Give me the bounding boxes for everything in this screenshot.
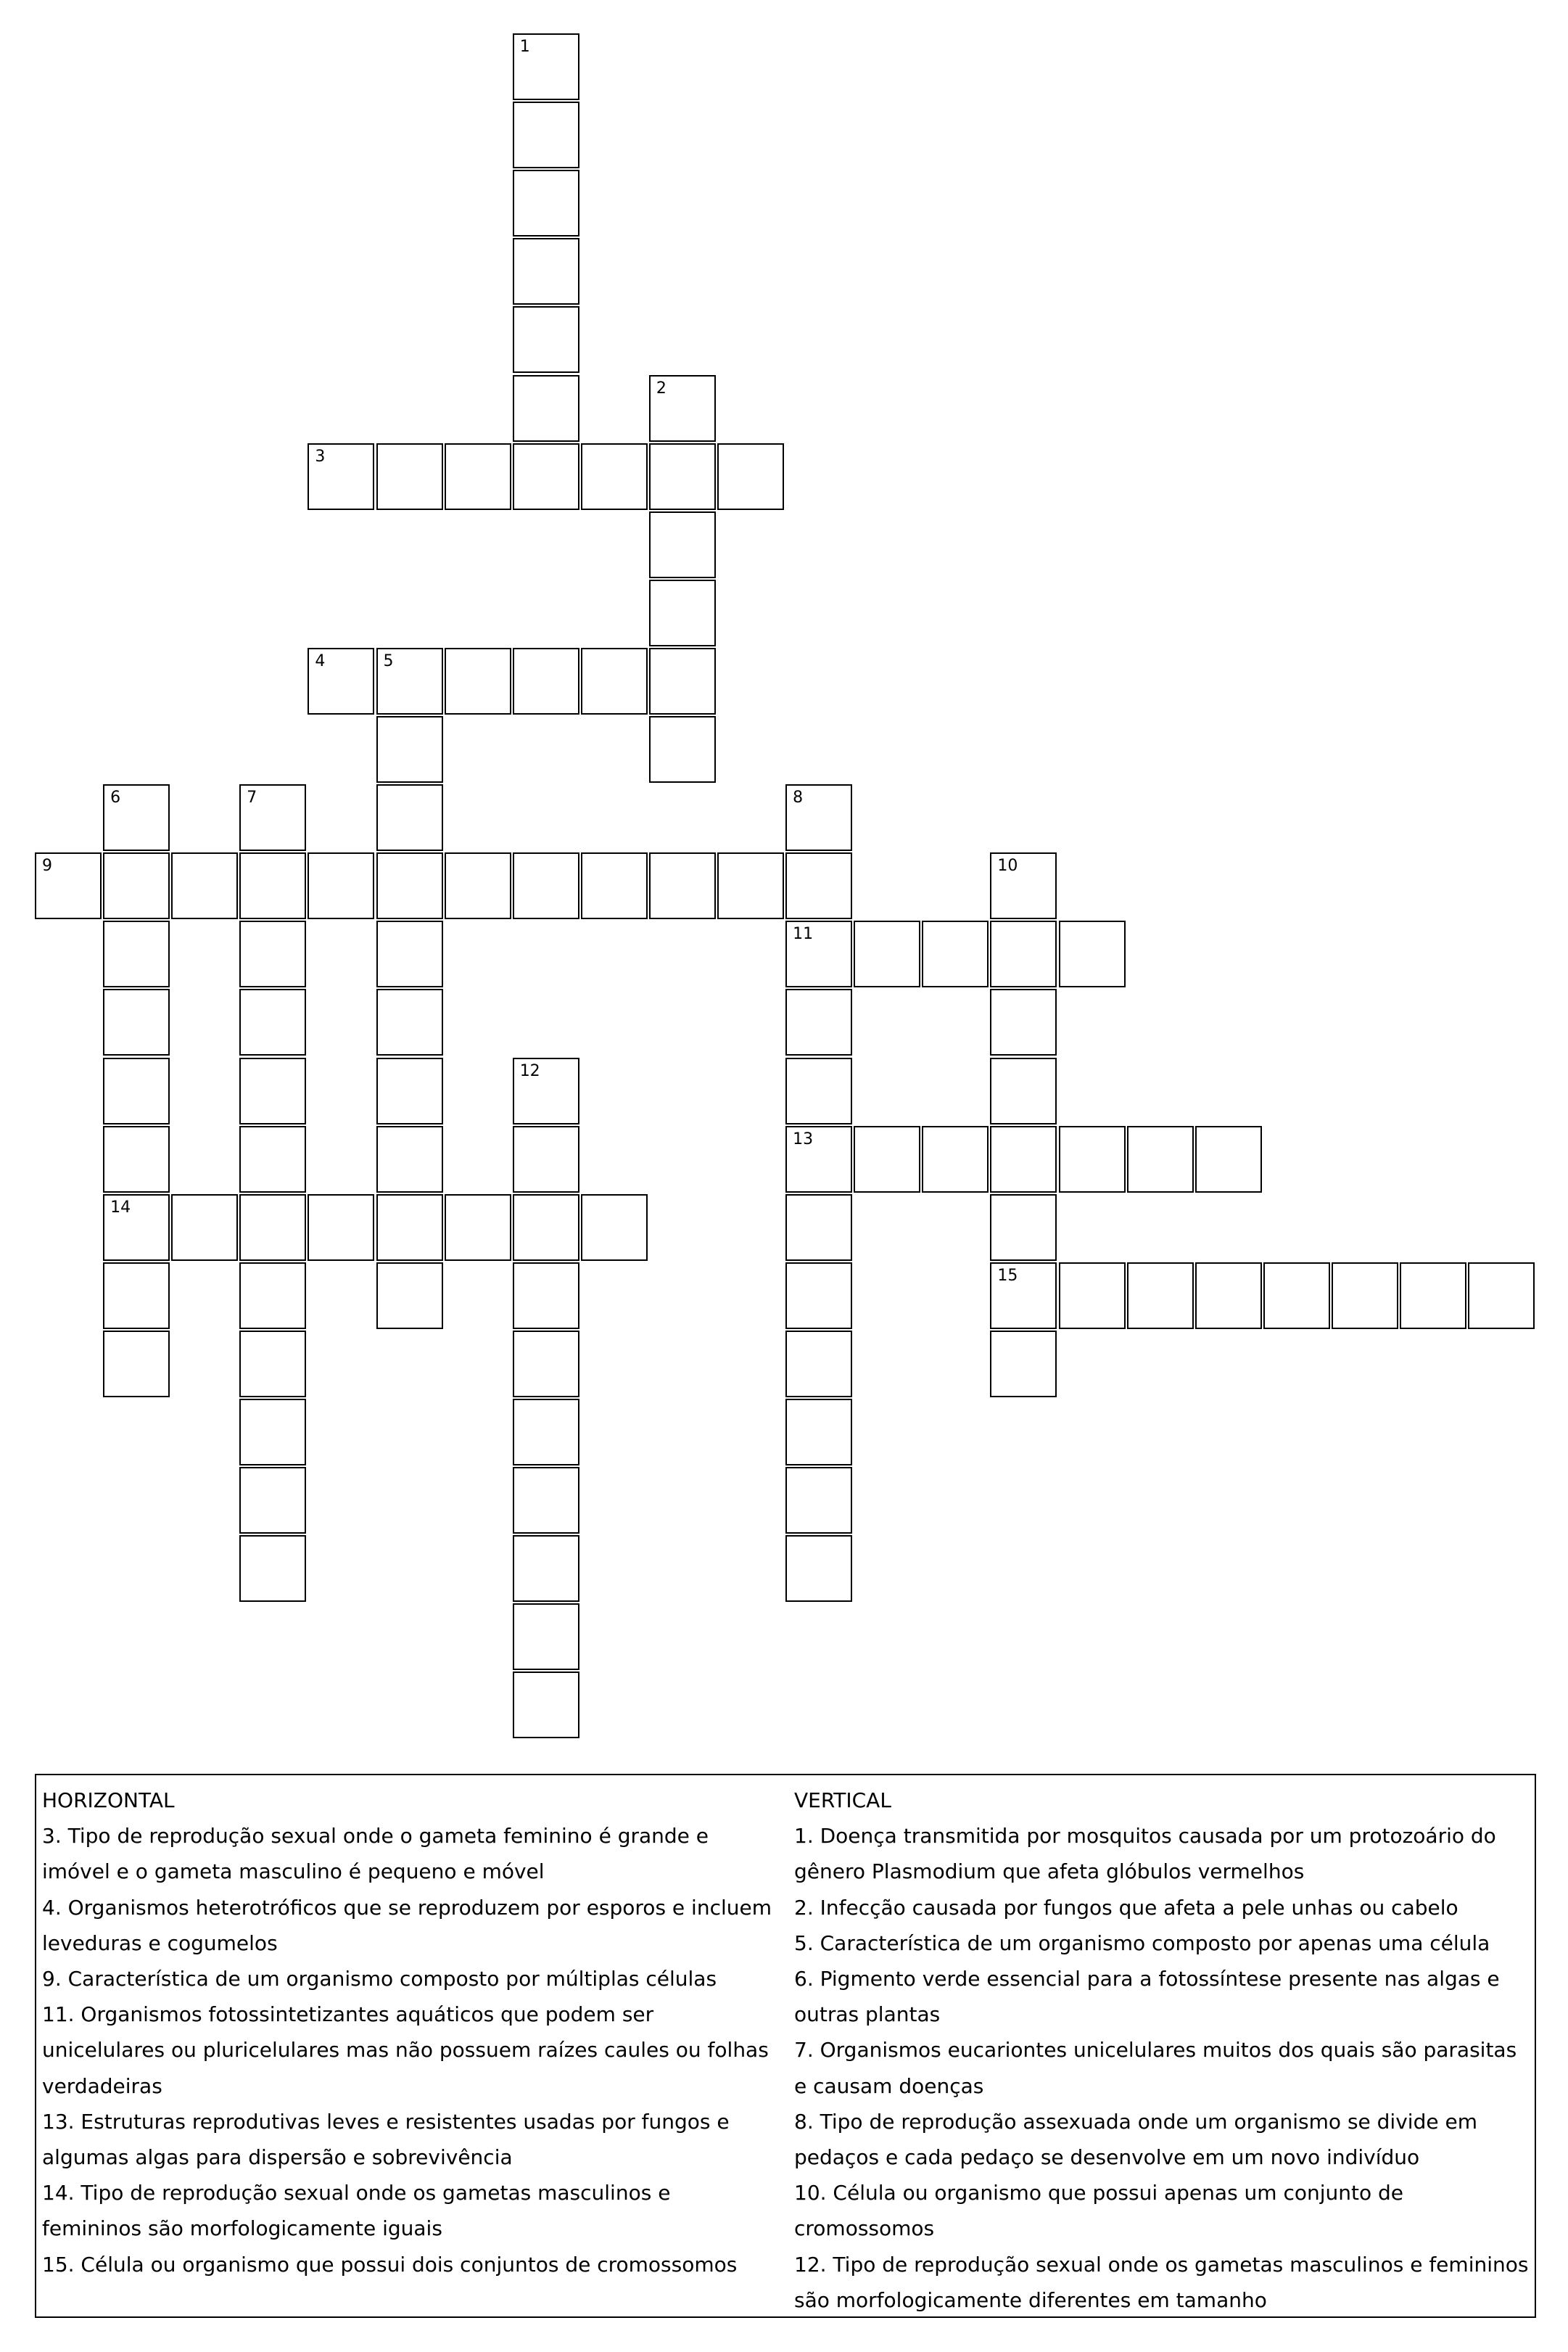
grid-cell[interactable] bbox=[513, 648, 579, 715]
clue-down-7: 7. Organismos eucariontes unicelulares muitos dos quais são parasitas e causam doenças bbox=[794, 2038, 1517, 2098]
clue-number: 14 bbox=[110, 1198, 131, 1217]
grid-cell[interactable] bbox=[513, 170, 579, 237]
grid-cell[interactable] bbox=[513, 1672, 579, 1738]
clue-down-8: 8. Tipo de reprodução assexuada onde um organismo se divide em pedaços e cada pedaço se desenvolve em um novo indivíduo bbox=[794, 2109, 1477, 2170]
grid-cell[interactable] bbox=[990, 1126, 1057, 1193]
clue-across-14: 14. Tipo de reprodução sexual onde os gametas masculinos e femininos são morfologicamente iguais bbox=[42, 2181, 671, 2241]
clue-number: 13 bbox=[793, 1130, 814, 1148]
grid-cell[interactable] bbox=[376, 1194, 443, 1261]
grid-cell[interactable] bbox=[990, 1331, 1057, 1397]
grid-cell[interactable] bbox=[513, 238, 579, 305]
grid-cell[interactable] bbox=[717, 852, 784, 919]
grid-cell[interactable] bbox=[239, 852, 306, 919]
grid-cell[interactable] bbox=[785, 1058, 852, 1124]
clue-number: 2 bbox=[656, 379, 667, 398]
horizontal-clues bbox=[42, 1782, 775, 2282]
clues-box bbox=[35, 1774, 1536, 2318]
grid-cell[interactable] bbox=[649, 375, 716, 442]
grid-cell[interactable] bbox=[103, 852, 170, 919]
grid-cell[interactable] bbox=[376, 648, 443, 715]
grid-cell[interactable] bbox=[1400, 1262, 1466, 1329]
grid-cell[interactable] bbox=[785, 784, 852, 851]
clue-across-13: 13. Estruturas reprodutivas leves e resistentes usadas por fungos e algumas algas para dispersão e sobrevivência bbox=[42, 2109, 730, 2170]
grid-cell[interactable] bbox=[171, 852, 238, 919]
clue-across-3: 3. Tipo de reprodução sexual onde o gameta feminino é grande e imóvel e o gameta masculino é pequeno e móvel bbox=[42, 1824, 709, 1884]
grid-cell[interactable] bbox=[376, 1126, 443, 1193]
clue-across-11: 11. Organismos fotossintetizantes aquáticos que podem ser unicelulares ou pluricelulares mas não possuem raízes caules ou folhas verdadeiras bbox=[42, 2002, 769, 2098]
grid-cell[interactable] bbox=[239, 1399, 306, 1465]
grid-cell[interactable] bbox=[785, 1126, 852, 1193]
grid-cell[interactable] bbox=[308, 1194, 374, 1261]
grid-cell[interactable] bbox=[513, 443, 579, 510]
grid-cell[interactable] bbox=[308, 648, 374, 715]
grid-cell[interactable] bbox=[649, 716, 716, 783]
grid-cell[interactable] bbox=[1127, 1126, 1194, 1193]
clue-number: 6 bbox=[110, 789, 121, 807]
grid-cell[interactable] bbox=[649, 648, 716, 715]
grid-cell[interactable] bbox=[239, 1126, 306, 1193]
grid-cell[interactable] bbox=[513, 1262, 579, 1329]
grid-cell[interactable] bbox=[239, 1535, 306, 1602]
grid-cell[interactable] bbox=[239, 1467, 306, 1534]
grid-cell[interactable] bbox=[513, 1194, 579, 1261]
grid-cell[interactable] bbox=[103, 784, 170, 851]
grid-cell[interactable] bbox=[513, 1331, 579, 1397]
grid-cell[interactable] bbox=[581, 648, 648, 715]
grid-cell[interactable] bbox=[103, 1331, 170, 1397]
grid-cell[interactable] bbox=[581, 852, 648, 919]
grid-cell[interactable] bbox=[376, 784, 443, 851]
clue-down-10: 10. Célula ou organismo que possui apenas um conjunto de cromossomos bbox=[794, 2181, 1404, 2241]
grid-cell[interactable] bbox=[103, 1194, 170, 1261]
grid-cell[interactable] bbox=[785, 1399, 852, 1465]
grid-cell[interactable] bbox=[785, 1262, 852, 1329]
grid-cell[interactable] bbox=[376, 989, 443, 1056]
grid-cell[interactable] bbox=[445, 648, 511, 715]
clue-number: 1 bbox=[519, 38, 530, 56]
grid-cell[interactable] bbox=[35, 852, 102, 919]
grid-cell[interactable] bbox=[239, 1331, 306, 1397]
grid-cell[interactable] bbox=[990, 1058, 1057, 1124]
grid-cell[interactable] bbox=[581, 443, 648, 510]
grid-cell[interactable] bbox=[1195, 1262, 1262, 1329]
grid-cell[interactable] bbox=[103, 989, 170, 1056]
grid-cell[interactable] bbox=[308, 443, 374, 510]
grid-cell[interactable] bbox=[990, 989, 1057, 1056]
grid-cell[interactable] bbox=[171, 1194, 238, 1261]
grid-cell[interactable] bbox=[445, 1194, 511, 1261]
grid-cell[interactable] bbox=[1059, 921, 1126, 987]
grid-cell[interactable] bbox=[103, 921, 170, 987]
grid-cell[interactable] bbox=[513, 102, 579, 168]
clue-down-2: 2. Infecção causada por fungos que afeta a pele unhas ou cabelo bbox=[794, 1895, 1458, 1920]
vertical-clues bbox=[794, 1782, 1530, 2318]
grid-cell[interactable] bbox=[513, 375, 579, 442]
grid-cell[interactable] bbox=[1127, 1262, 1194, 1329]
grid-cell[interactable] bbox=[239, 989, 306, 1056]
grid-cell[interactable] bbox=[513, 306, 579, 373]
grid-cell[interactable] bbox=[513, 1603, 579, 1670]
grid-cell[interactable] bbox=[785, 852, 852, 919]
grid-cell[interactable] bbox=[513, 1535, 579, 1602]
clue-number: 8 bbox=[793, 789, 804, 807]
grid-cell[interactable] bbox=[922, 921, 989, 987]
grid-cell[interactable] bbox=[649, 580, 716, 646]
grid-cell[interactable] bbox=[376, 1058, 443, 1124]
clue-number: 10 bbox=[997, 857, 1018, 876]
vertical-title: VERTICAL bbox=[794, 1788, 891, 1812]
grid-cell[interactable] bbox=[785, 1331, 852, 1397]
grid-cell[interactable] bbox=[376, 921, 443, 987]
grid-cell[interactable] bbox=[1332, 1262, 1398, 1329]
grid-cell[interactable] bbox=[990, 852, 1057, 919]
clue-number: 15 bbox=[997, 1266, 1018, 1285]
grid-cell[interactable] bbox=[854, 1126, 920, 1193]
horizontal-title: HORIZONTAL bbox=[42, 1788, 175, 1812]
grid-cell[interactable] bbox=[990, 1262, 1057, 1329]
grid-cell[interactable] bbox=[376, 1262, 443, 1329]
grid-cell[interactable] bbox=[785, 1194, 852, 1261]
grid-cell[interactable] bbox=[649, 852, 716, 919]
grid-cell[interactable] bbox=[785, 1535, 852, 1602]
grid-cell[interactable] bbox=[1263, 1262, 1330, 1329]
clue-down-12: 12. Tipo de reprodução sexual onde os gametas masculinos e femininos são morfologicamente diferentes em tamanho bbox=[794, 2252, 1529, 2312]
grid-cell[interactable] bbox=[1195, 1126, 1262, 1193]
grid-cell[interactable] bbox=[513, 33, 579, 100]
clue-number: 5 bbox=[383, 651, 394, 670]
grid-cell[interactable] bbox=[239, 784, 306, 851]
grid-cell[interactable] bbox=[239, 1058, 306, 1124]
grid-cell[interactable] bbox=[513, 1058, 579, 1124]
grid-cell[interactable] bbox=[445, 852, 511, 919]
grid-cell[interactable] bbox=[581, 1194, 648, 1261]
grid-cell[interactable] bbox=[649, 511, 716, 578]
grid-cell[interactable] bbox=[990, 1194, 1057, 1261]
grid-cell[interactable] bbox=[717, 443, 784, 510]
clue-across-15: 15. Célula ou organismo que possui dois conjuntos de cromossomos bbox=[42, 2252, 738, 2277]
clue-down-1: 1. Doença transmitida por mosquitos causada por um protozoário do gênero Plasmodium que afeta glóbulos vermelhos bbox=[794, 1824, 1496, 1884]
grid-cell[interactable] bbox=[785, 921, 852, 987]
grid-cell[interactable] bbox=[445, 443, 511, 510]
grid-cell[interactable] bbox=[513, 852, 579, 919]
grid-cell[interactable] bbox=[376, 852, 443, 919]
grid-cell[interactable] bbox=[103, 1058, 170, 1124]
grid-cell[interactable] bbox=[922, 1126, 989, 1193]
clue-number: 4 bbox=[315, 651, 326, 670]
clue-across-9: 9. Característica de um organismo composto por múltiplas células bbox=[42, 1967, 717, 1991]
grid-cell[interactable] bbox=[239, 1262, 306, 1329]
grid-cell[interactable] bbox=[513, 1399, 579, 1465]
grid-cell[interactable] bbox=[103, 1262, 170, 1329]
clue-down-6: 6. Pigmento verde essencial para a fotossíntese presente nas algas e outras plantas bbox=[794, 1967, 1500, 2027]
clue-number: 12 bbox=[519, 1061, 540, 1080]
clue-number: 3 bbox=[315, 447, 326, 466]
grid-cell[interactable] bbox=[376, 716, 443, 783]
grid-cell[interactable] bbox=[513, 1126, 579, 1193]
clue-number: 11 bbox=[793, 925, 814, 944]
clue-across-4: 4. Organismos heterotróficos que se reproduzem por esporos e incluem leveduras e cogumelos bbox=[42, 1895, 772, 1955]
grid-cell[interactable] bbox=[308, 852, 374, 919]
grid-cell[interactable] bbox=[854, 921, 920, 987]
grid-cell[interactable] bbox=[239, 1194, 306, 1261]
grid-cell[interactable] bbox=[376, 443, 443, 510]
grid-cell[interactable] bbox=[649, 443, 716, 510]
grid-cell[interactable] bbox=[990, 921, 1057, 987]
grid-cell[interactable] bbox=[513, 1467, 579, 1534]
grid-cell[interactable] bbox=[103, 1126, 170, 1193]
grid-cell[interactable] bbox=[239, 921, 306, 987]
grid-cell[interactable] bbox=[1468, 1262, 1535, 1329]
grid-cell[interactable] bbox=[785, 1467, 852, 1534]
grid-cell[interactable] bbox=[1059, 1126, 1126, 1193]
grid-cell[interactable] bbox=[1059, 1262, 1126, 1329]
clue-number: 9 bbox=[42, 857, 52, 876]
clue-number: 7 bbox=[247, 789, 257, 807]
clue-down-5: 5. Característica de um organismo composto por apenas uma célula bbox=[794, 1930, 1490, 1955]
grid-cell[interactable] bbox=[785, 989, 852, 1056]
